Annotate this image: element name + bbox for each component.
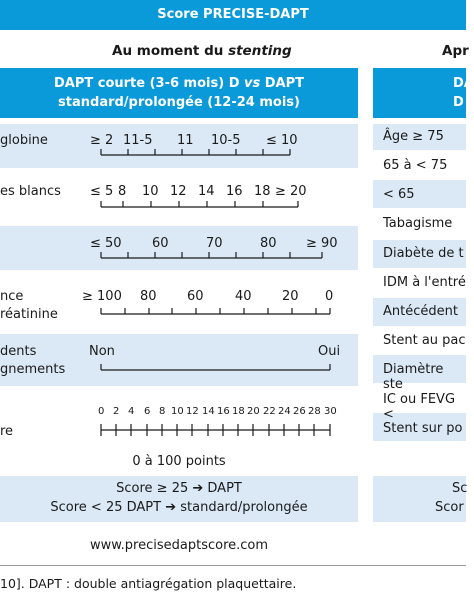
- tick-label: 12: [170, 184, 187, 199]
- tick-label: 22: [263, 406, 276, 417]
- right-result-line-2: Scor: [435, 500, 464, 515]
- tick-label: Oui: [318, 344, 341, 359]
- tick-label: 8: [159, 406, 166, 417]
- left-section-heading: Au moment du stenting: [112, 43, 292, 59]
- right-item: < 65: [383, 187, 415, 202]
- right-item: Antécédent: [383, 304, 458, 319]
- tick-label: 40: [235, 289, 252, 304]
- tick-label: 26: [293, 406, 306, 417]
- figure-title: Score PRECISE-DAPT: [157, 7, 309, 22]
- right-item: Stent sur po: [383, 421, 463, 436]
- right-item: Stent au pac: [383, 333, 466, 348]
- row-label-hemoglobine: globine: [0, 133, 48, 148]
- tick-label: ≥ 20: [275, 184, 307, 199]
- points-range: 0 à 100 points: [132, 454, 226, 469]
- footnote-divider: [0, 565, 466, 566]
- tick-label: 80: [140, 289, 157, 304]
- tick-label: 70: [206, 236, 223, 251]
- right-result-line-1: Sc: [452, 481, 468, 496]
- right-section-heading: Apr: [442, 43, 469, 59]
- right-item: IC ou FEVG <: [383, 392, 456, 422]
- tick-label: 10-5: [211, 133, 241, 148]
- right-item: Tabagisme: [383, 216, 453, 231]
- tick-label: 10: [171, 406, 184, 417]
- tick-label: 11-5: [123, 133, 153, 148]
- tick-label: ≤ 5: [90, 184, 114, 199]
- result-line-2: Score < 25 DAPT ➔ standard/prolongée: [50, 500, 308, 515]
- tick-label: 80: [260, 236, 277, 251]
- tick-label: Non: [89, 344, 115, 359]
- result-line-1: Score ≥ 25 ➔ DAPT: [116, 481, 242, 496]
- row-label-saignements: gnements: [0, 362, 66, 377]
- footnote: 10]. DAPT : double antiagrégation plaquettaire.: [0, 576, 297, 591]
- row-label-creatinine: réatinine: [0, 307, 58, 322]
- left-box-line2: standard/prolongée (12-24 mois): [58, 95, 300, 110]
- tick-label: ≤ 50: [90, 236, 122, 251]
- tick-label: 2: [113, 406, 120, 417]
- tick-label: 30: [324, 406, 337, 417]
- tick-label: 14: [198, 184, 215, 199]
- tick-label: 10: [142, 184, 159, 199]
- tick-label: 28: [308, 406, 321, 417]
- row-label-clairance: nce: [0, 289, 24, 304]
- tick-label: ≥ 2: [90, 133, 114, 148]
- tick-label: 20: [247, 406, 260, 417]
- tick-label: 0: [98, 406, 105, 417]
- row-label-globules-blancs: es blancs: [0, 184, 61, 199]
- tick-label: 18: [232, 406, 245, 417]
- tick-label: ≥ 100: [82, 289, 122, 304]
- right-item: IDM à l'entré: [383, 275, 466, 290]
- right-item: 65 à < 75: [383, 158, 448, 173]
- tick-label: 20: [282, 289, 299, 304]
- tick-label: 11: [177, 133, 194, 148]
- tick-label: 24: [278, 406, 291, 417]
- tick-label: 16: [226, 184, 243, 199]
- right-item: Diamètre ste: [383, 362, 444, 392]
- tick-label: 14: [202, 406, 215, 417]
- tick-label: 60: [152, 236, 169, 251]
- right-item: Âge ≥ 75: [383, 129, 444, 144]
- website-link[interactable]: www.precisedaptscore.com: [89, 538, 269, 553]
- tick-label: 18: [254, 184, 271, 199]
- right-item: Diabète de t: [383, 246, 464, 261]
- tick-label: ≥ 90: [306, 236, 338, 251]
- tick-label: 8: [118, 184, 127, 199]
- tick-label: 0: [325, 289, 334, 304]
- tick-label: 60: [187, 289, 204, 304]
- tick-label: 6: [144, 406, 151, 417]
- tick-label: ≤ 10: [266, 133, 298, 148]
- tick-label: 12: [186, 406, 199, 417]
- row-label-antecedents: dents: [0, 344, 37, 359]
- right-box-header: DA D: [373, 68, 466, 118]
- tick-label: 16: [217, 406, 230, 417]
- tick-label: 4: [128, 406, 135, 417]
- left-box-line1: DAPT courte (3-6 mois) D vs DAPT: [53, 76, 305, 91]
- row-label-score: re: [0, 424, 14, 439]
